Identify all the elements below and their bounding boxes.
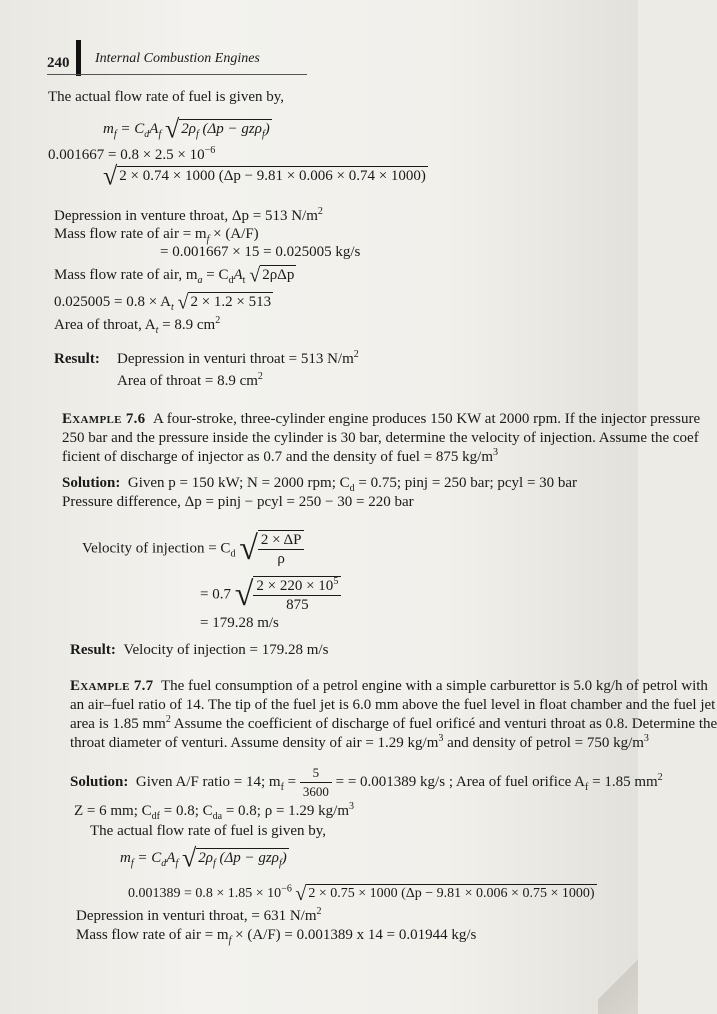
text-line: an air–fuel ratio of 14. The tip of the fuel jet is 6.0 mm above the fuel level in float chamber and the fuel jet — [70, 697, 716, 713]
equation-line: √ 2 × 0.74 × 1000 (Δp − 9.81 × 0.006 × 0.74 × 1000) — [103, 161, 426, 191]
result-line: Area of throat = 8.9 $cm^2$ — [117, 371, 263, 389]
header-rule — [47, 74, 307, 75]
text-line: Depression in venture throat, Δp = 513 $N/m^2$ — [54, 206, 323, 224]
velocity-equation: Velocity of injection = $C_d$ √ $\frac{2 \times \Delta P}{\rho}$ — [82, 530, 304, 568]
text-line: $0.025005 = 0.8 \times A_t$ √ 2 × 1.2 × 513 — [54, 291, 272, 314]
text-line: The actual flow rate of fuel is given by, — [90, 823, 327, 839]
text-line: Mass flow rate of air = $m_f \times (A/F) = 0.001389$ x 14 = 0.01944 kg/s — [76, 927, 477, 946]
page-fold-shadow — [598, 944, 638, 1014]
result-line: Depression in venturi throat = 513 $N/m^2$ — [117, 349, 359, 367]
solution-line: Solution: Given p = 150 kW; N = 2000 rpm; $C_d = 0.75$; pinj = 250 bar; pcyl = 30 bar — [62, 475, 578, 494]
text-line: ficient of discharge of injector as 0.7 and the density of fuel = 875 $kg/m^3$ — [62, 447, 498, 465]
text-line: = 0.001667 × 15 = 0.025005 kg/s — [160, 244, 361, 260]
velocity-equation-2: = 0.7 √ $\frac{2 \times 220 \times 10^5}{875}$ — [200, 576, 341, 614]
text-line: area is 1.85 $mm^2$ Assume the coefficient of discharge of fuel orificé and venturi throat as 0.8. Determine the — [70, 714, 717, 732]
text-line: Depression in venturi throat, = 631 $N/m^2$ — [76, 906, 322, 924]
text-line: Area of throat, $A_t = 8.9$ $cm^2$ — [54, 315, 221, 336]
text-line: Mass flow rate of air, $m_a = C_dA_t$ √ 2ρΔp — [54, 264, 295, 287]
result-line: Result: Velocity of injection = 179.28 m/s — [70, 642, 329, 658]
flow-rate-equation: $m_f = C_dA_f$ √ $2\rho_f$ (Δp − gzρ$_f$) — [103, 114, 270, 144]
equation-line: $0.001389 = 0.8 \times 1.85 \times 10^{-6}$ √ 2 × 0.75 × 1000 (Δp − 9.81 × 0.006 × 0.75 × 1000) — [128, 882, 595, 905]
running-title: Internal Combustion Engines — [95, 51, 260, 66]
text-line: = 179.28 m/s — [200, 615, 279, 631]
text-line: 250 bar and the pressure inside the cylinder is 30 bar, determine the velocity of injection. Assume the coef — [62, 430, 699, 446]
text-line: Pressure difference, Δp = pinj − pcyl = 250 − 30 = 220 bar — [62, 494, 414, 510]
equation-line: $0.001667 = 0.8 \times 2.5 \times 10^{-6}$ — [48, 145, 216, 163]
page-number: 240 — [47, 55, 70, 71]
header-bar — [76, 40, 81, 76]
result-label: Result: — [54, 351, 100, 367]
text-line: Z = 6 mm; $C_{df} = 0.8$; $C_{da} = 0.8$; ρ = 1.29 $kg/m^3$ — [74, 801, 354, 822]
example-7-6-line: Example 7.6 A four-stroke, three-cylinder engine produces 150 KW at 2000 rpm. If the injector pressure — [62, 411, 701, 427]
text-line: throat diameter of venturi. Assume density of air = 1.29 $kg/m^3$ and density of petrol = 750 $kg/m^3$ — [70, 733, 649, 751]
example-7-7-line: Example 7.7 The fuel consumption of a petrol engine with a simple carburettor is 5.0 kg/h of petrol with — [70, 678, 708, 694]
text-line: Mass flow rate of air = $m_f \times (A/F)$ — [54, 226, 259, 245]
flow-rate-equation: $m_f = C_dA_f$ √ $2\rho_f$ (Δp − gzρ$_f$) — [120, 843, 287, 873]
solution-line: Solution: Given A/F ratio = 14; $m_f$ = $\frac{5}{3600}$ = = 0.001389 kg/s ; Area of fuel orifice $A_f = 1.85$ $mm^2$ — [70, 765, 663, 799]
text-line: The actual flow rate of fuel is given by, — [48, 89, 285, 105]
